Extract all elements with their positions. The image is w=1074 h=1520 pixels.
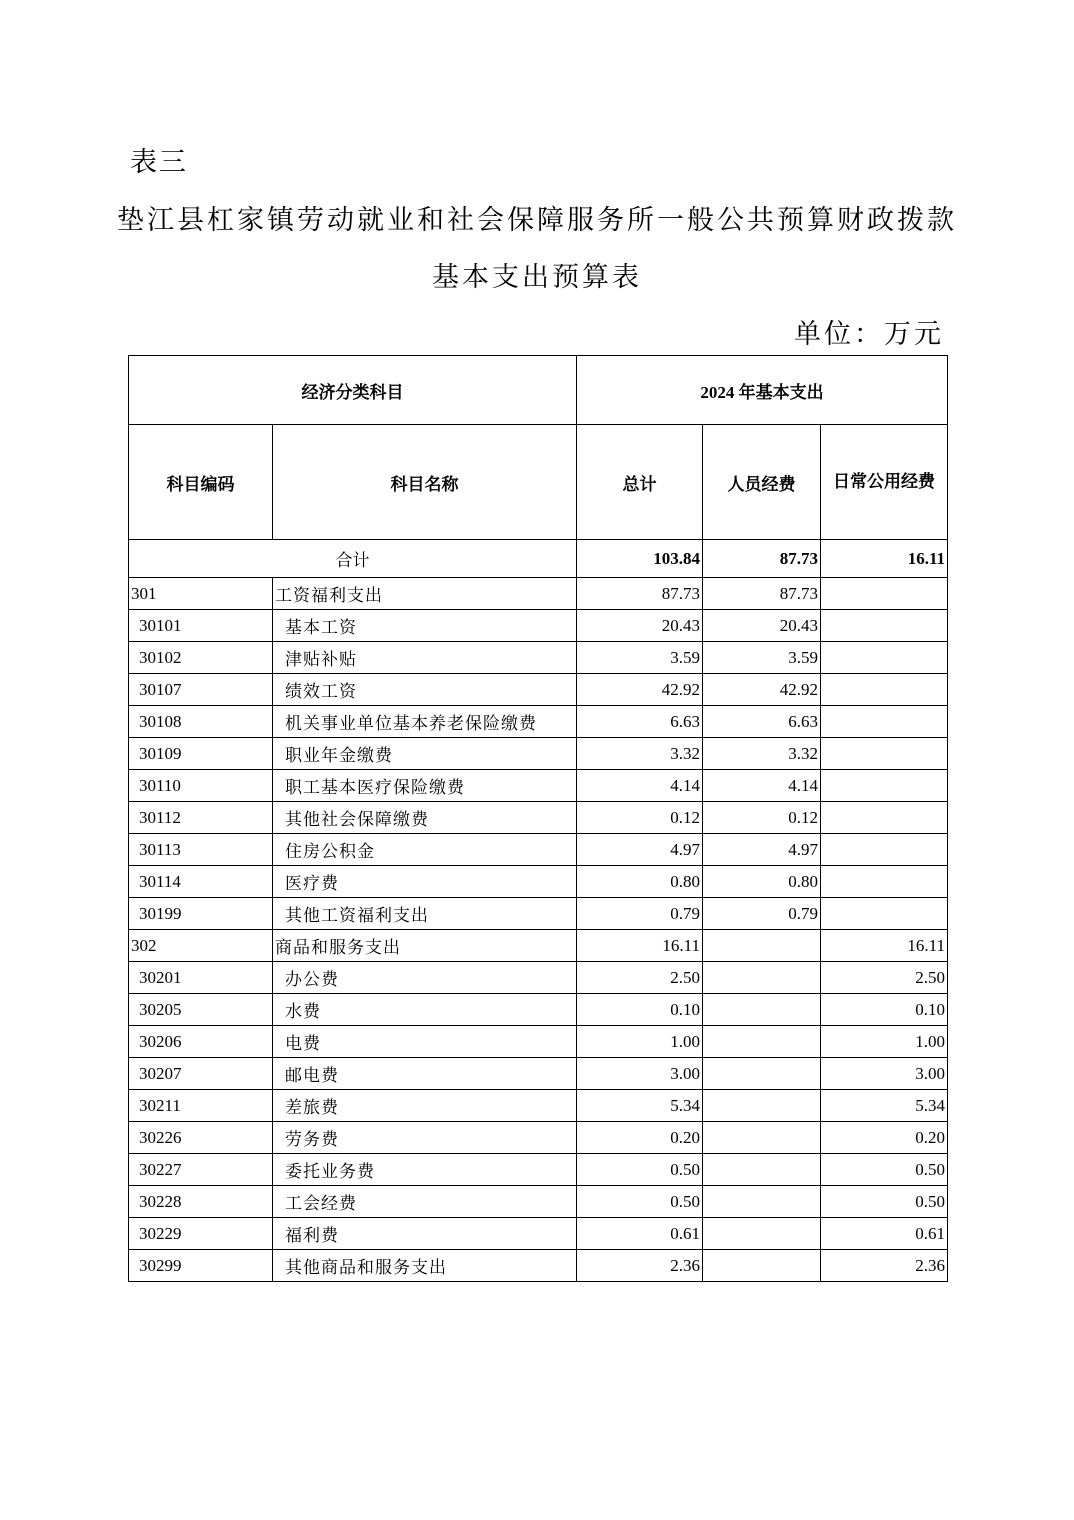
row-subject-code: 30211 — [129, 1090, 273, 1122]
row-public: 2.36 — [821, 1250, 948, 1282]
row-public: 0.20 — [821, 1122, 948, 1154]
row-public — [821, 706, 948, 738]
row-public — [821, 578, 948, 610]
table-row — [129, 578, 948, 610]
table-row — [129, 674, 948, 706]
total-row — [129, 540, 948, 578]
row-personnel: 20.43 — [703, 610, 821, 642]
table-row — [129, 898, 948, 930]
row-total: 4.14 — [577, 770, 703, 802]
row-subject-code: 30227 — [129, 1154, 273, 1186]
table-row — [129, 610, 948, 642]
header-economic-classification: 经济分类科目 — [129, 356, 577, 425]
row-public — [821, 770, 948, 802]
row-total: 3.00 — [577, 1058, 703, 1090]
row-total: 1.00 — [577, 1026, 703, 1058]
table-row — [129, 1026, 948, 1058]
row-total: 3.59 — [577, 642, 703, 674]
row-subject-name: 机关事业单位基本养老保险缴费 — [273, 706, 577, 738]
row-total: 0.50 — [577, 1186, 703, 1218]
row-personnel: 4.97 — [703, 834, 821, 866]
row-subject-name: 住房公积金 — [273, 834, 577, 866]
row-public — [821, 802, 948, 834]
row-subject-name: 绩效工资 — [273, 674, 577, 706]
row-subject-name: 电费 — [273, 1026, 577, 1058]
row-subject-code: 30226 — [129, 1122, 273, 1154]
row-total: 87.73 — [577, 578, 703, 610]
table-row — [129, 1058, 948, 1090]
row-personnel — [703, 1250, 821, 1282]
row-personnel: 3.32 — [703, 738, 821, 770]
row-subject-name: 差旅费 — [273, 1090, 577, 1122]
table-row — [129, 962, 948, 994]
row-personnel — [703, 1218, 821, 1250]
table-row — [129, 642, 948, 674]
row-total: 0.10 — [577, 994, 703, 1026]
row-total: 2.36 — [577, 1250, 703, 1282]
table-row — [129, 1154, 948, 1186]
row-personnel: 3.59 — [703, 642, 821, 674]
header-basic-expenditure-year: 2024 年基本支出 — [577, 356, 948, 425]
row-total: 0.79 — [577, 898, 703, 930]
header-public-expense: 日常公用经费 — [821, 425, 948, 540]
row-public — [821, 738, 948, 770]
row-public: 1.00 — [821, 1026, 948, 1058]
row-subject-code: 30113 — [129, 834, 273, 866]
row-personnel — [703, 1186, 821, 1218]
row-public: 16.11 — [821, 930, 948, 962]
total-label: 合计 — [129, 540, 577, 578]
row-public: 0.50 — [821, 1154, 948, 1186]
row-total: 42.92 — [577, 674, 703, 706]
total-public: 16.11 — [821, 540, 948, 578]
row-subject-name: 办公费 — [273, 962, 577, 994]
row-subject-name: 其他工资福利支出 — [273, 898, 577, 930]
table-row — [129, 866, 948, 898]
row-subject-code: 30228 — [129, 1186, 273, 1218]
row-subject-code: 30114 — [129, 866, 273, 898]
header-row-columns — [129, 425, 948, 540]
header-total: 总计 — [577, 425, 703, 540]
row-subject-code: 30109 — [129, 738, 273, 770]
row-personnel: 87.73 — [703, 578, 821, 610]
row-subject-name: 医疗费 — [273, 866, 577, 898]
row-subject-name: 基本工资 — [273, 610, 577, 642]
row-subject-name: 津贴补贴 — [273, 642, 577, 674]
table-row — [129, 930, 948, 962]
row-total: 0.80 — [577, 866, 703, 898]
row-subject-name: 商品和服务支出 — [273, 930, 577, 962]
row-personnel — [703, 1026, 821, 1058]
budget-table — [128, 355, 948, 1282]
row-personnel — [703, 962, 821, 994]
row-subject-name: 工会经费 — [273, 1186, 577, 1218]
row-subject-name: 其他社会保障缴费 — [273, 802, 577, 834]
row-subject-code: 30108 — [129, 706, 273, 738]
row-public — [821, 674, 948, 706]
row-personnel — [703, 994, 821, 1026]
document-title-line1: 垫江县杠家镇劳动就业和社会保障服务所一般公共预算财政拨款 — [117, 205, 957, 236]
row-total: 4.97 — [577, 834, 703, 866]
row-public: 5.34 — [821, 1090, 948, 1122]
header-subject-code: 科目编码 — [129, 425, 273, 540]
row-personnel — [703, 1154, 821, 1186]
table-row — [129, 738, 948, 770]
total-personnel: 87.73 — [703, 540, 821, 578]
table-row — [129, 1122, 948, 1154]
row-public — [821, 834, 948, 866]
row-subject-code: 302 — [129, 930, 273, 962]
header-row-group — [129, 356, 948, 425]
row-subject-code: 30101 — [129, 610, 273, 642]
table-row — [129, 834, 948, 866]
row-subject-name: 水费 — [273, 994, 577, 1026]
row-personnel: 6.63 — [703, 706, 821, 738]
row-public — [821, 866, 948, 898]
row-total: 0.61 — [577, 1218, 703, 1250]
row-total: 20.43 — [577, 610, 703, 642]
row-personnel: 0.79 — [703, 898, 821, 930]
unit-label: 单位：万元 — [794, 319, 944, 350]
row-total: 0.50 — [577, 1154, 703, 1186]
row-personnel: 0.80 — [703, 866, 821, 898]
table-row — [129, 1186, 948, 1218]
budget-table-body — [129, 356, 948, 1282]
row-total: 0.12 — [577, 802, 703, 834]
row-total: 2.50 — [577, 962, 703, 994]
row-public: 0.61 — [821, 1218, 948, 1250]
row-total: 5.34 — [577, 1090, 703, 1122]
row-subject-code: 301 — [129, 578, 273, 610]
row-subject-name: 其他商品和服务支出 — [273, 1250, 577, 1282]
header-subject-name: 科目名称 — [273, 425, 577, 540]
row-public — [821, 610, 948, 642]
row-total: 3.32 — [577, 738, 703, 770]
row-subject-code: 30199 — [129, 898, 273, 930]
row-personnel: 4.14 — [703, 770, 821, 802]
row-public — [821, 898, 948, 930]
table-row — [129, 1090, 948, 1122]
document-label: 表三 — [130, 147, 188, 178]
table-row — [129, 706, 948, 738]
row-subject-code: 30207 — [129, 1058, 273, 1090]
row-subject-name: 福利费 — [273, 1218, 577, 1250]
row-personnel: 0.12 — [703, 802, 821, 834]
row-subject-code: 30107 — [129, 674, 273, 706]
row-subject-name: 职业年金缴费 — [273, 738, 577, 770]
row-subject-code: 30110 — [129, 770, 273, 802]
row-public: 3.00 — [821, 1058, 948, 1090]
table-row — [129, 1218, 948, 1250]
row-personnel — [703, 1058, 821, 1090]
row-public — [821, 642, 948, 674]
row-subject-code: 30102 — [129, 642, 273, 674]
row-personnel — [703, 930, 821, 962]
row-subject-code: 30206 — [129, 1026, 273, 1058]
row-total: 0.20 — [577, 1122, 703, 1154]
row-subject-name: 委托业务费 — [273, 1154, 577, 1186]
document-title-line2: 基本支出预算表 — [432, 262, 642, 293]
row-public: 0.50 — [821, 1186, 948, 1218]
row-subject-name: 劳务费 — [273, 1122, 577, 1154]
table-row — [129, 802, 948, 834]
row-subject-code: 30205 — [129, 994, 273, 1026]
row-subject-name: 邮电费 — [273, 1058, 577, 1090]
row-personnel — [703, 1090, 821, 1122]
row-subject-code: 30201 — [129, 962, 273, 994]
row-subject-name: 职工基本医疗保险缴费 — [273, 770, 577, 802]
row-public: 2.50 — [821, 962, 948, 994]
total-sum: 103.84 — [577, 540, 703, 578]
row-subject-name: 工资福利支出 — [273, 578, 577, 610]
table-row — [129, 770, 948, 802]
header-personnel-expense: 人员经费 — [703, 425, 821, 540]
row-total: 16.11 — [577, 930, 703, 962]
table-row — [129, 994, 948, 1026]
table-row — [129, 1250, 948, 1282]
row-subject-code: 30112 — [129, 802, 273, 834]
row-total: 6.63 — [577, 706, 703, 738]
row-public: 0.10 — [821, 994, 948, 1026]
row-subject-code: 30229 — [129, 1218, 273, 1250]
row-subject-code: 30299 — [129, 1250, 273, 1282]
row-personnel — [703, 1122, 821, 1154]
row-personnel: 42.92 — [703, 674, 821, 706]
